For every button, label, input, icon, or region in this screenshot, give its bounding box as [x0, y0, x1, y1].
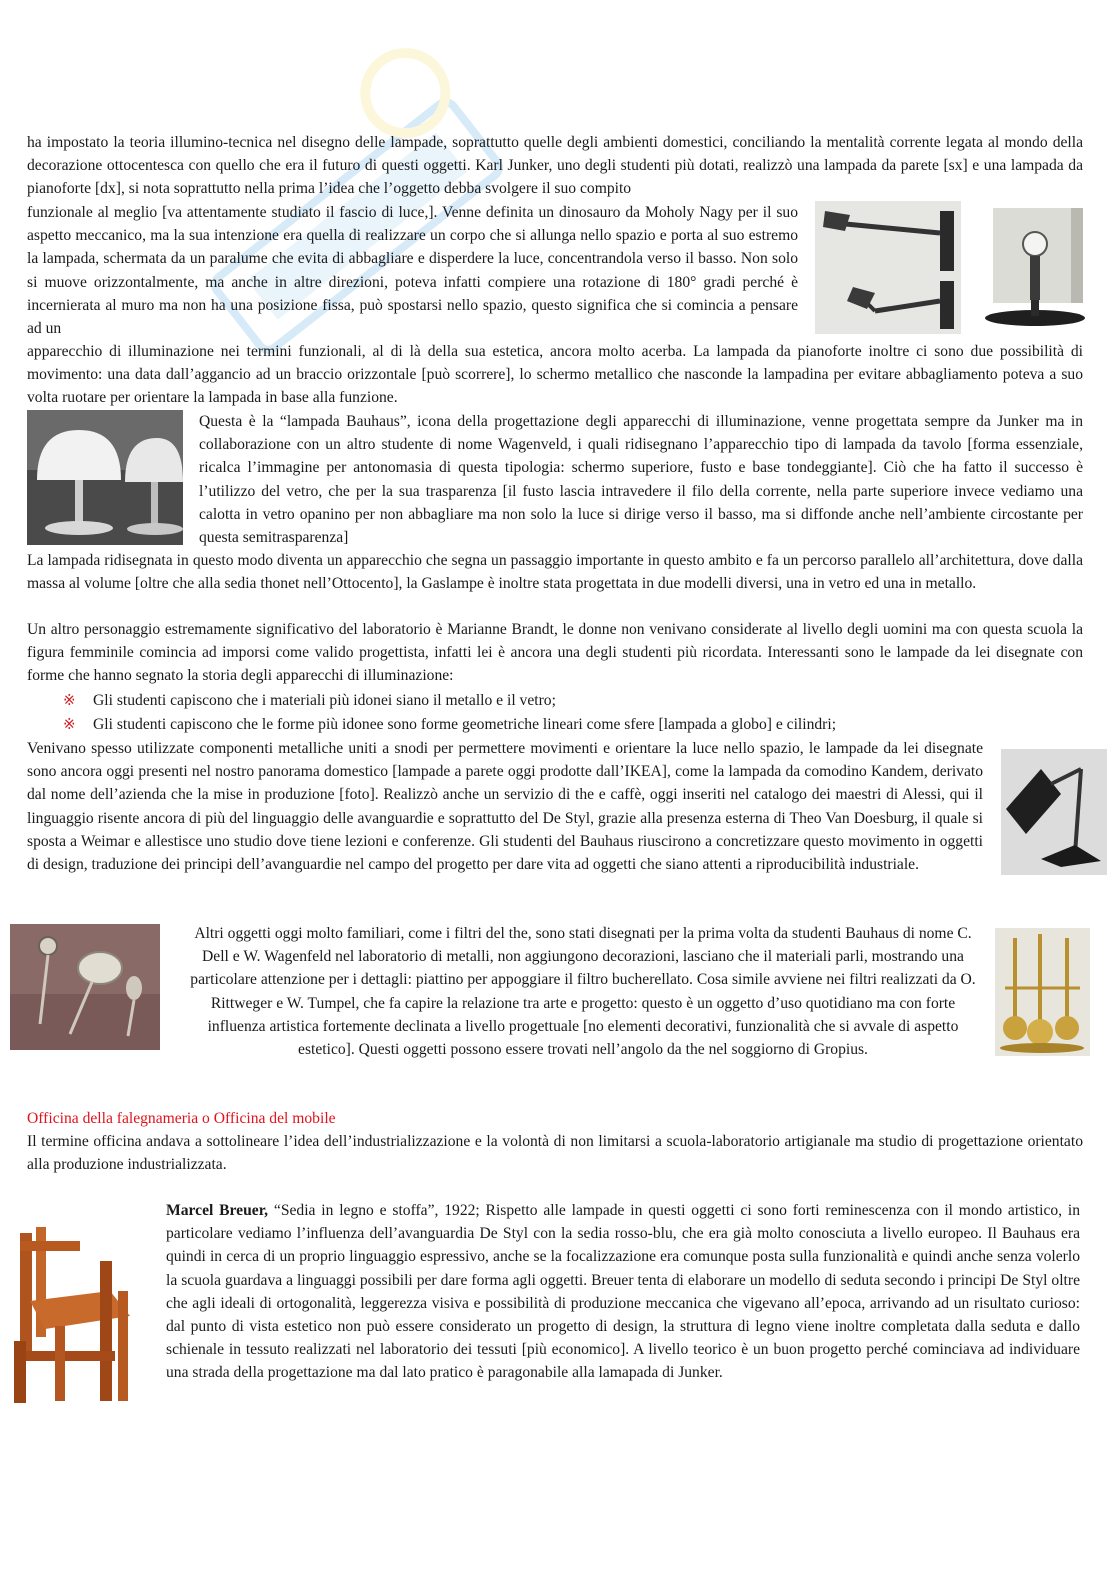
bauhaus-full-paragraph: La lampada ridisegnata in questo modo diventa un apparecchio che segna un passaggio importante in questo ambito e fa un percorso parallelo all’architettura, dove dalla massa al volume [oltre che alla sedia thonet nell’Ottocento], la Gaslampe è inoltre stata progettata in due modelli diversi, una in vetro ed una in metallo. — [27, 552, 1083, 593]
filters-paragraph: Altri oggetti oggi molto familiari, come i filtri del the, sono stati disegnati per la prima volta da studenti Bauhaus di nome C. Dell e W. Wagenfeld nel laboratorio di metalli, non aggiungono decorazioni, lasciano che il materiali parli, mostrando una particolare attenzione per i dettagli: piattino per appoggiare il filtro bucherellato. Cosa simile avviene nei filtri realizzati da O. Rittweger e W. Tumpel, che fa capire la relazione tra arte e progetto: questo è un oggetto d’uso quotidiano ma con forte influenza artistica fortemente declinata a livello progettuale [no elementi decorativi, funzionalità che si avvale di aspetto estetico]. Questi oggetti possono essere trovati nell’angolo da the nel soggiorno di Gropius. — [190, 925, 976, 1059]
brass-filter-set-image — [995, 928, 1090, 1056]
junker-piano-lamp-image — [975, 204, 1088, 328]
breuer-name: Marcel Breuer, — [166, 1202, 269, 1219]
junker-wall-lamp-image — [815, 201, 961, 334]
list-item: ※ Gli studenti capiscono che le forme più idonee sono forme geometriche lineari come sfere [lampada a globo] e cilindri; — [63, 713, 1023, 736]
tea-filters-image — [10, 924, 160, 1050]
bullet-mark-icon: ※ — [63, 691, 76, 709]
breuer-paragraph: Marcel Breuer, “Sedia in legno e stoffa”, 1922; Rispetto alle lampade in questi oggetti ci sono forti reminescenza con il mondo artistico, in particolare vediamo l’influenza dell’avanguardia De Styl con la sedia rosso-blu, che era già molto conosciuta a livello europeo. Il Bauhaus era quindi in cerca di un proprio linguaggio espressivo, anche se la focalizzazione era comunque posta sulla funzionalità e quindi anche senza volerlo la scuola guardava a linguaggi possibili per dare forma agli oggetti. Breuer tenta di elaborare un modello di seduta secondo i principi De Styl oltre che agli ideali di ortogonalità, leggerezza visiva e possibilità di produzione meccanica che vigevano all’epoca, arrivando ad un risultato curioso: dal punto di vista estetico non può essere considerato un progetto di design, la struttura di legno viene inoltre completata dalla seduta e dallo schienale in tessuto realizzati nel laboratorio dei tessuti [più economico]. A livello teorico è un buon progetto perché cominciava ad individuare una strada della progettazione ma dal lato pratico è paragonabile alla lamapada di Junker. — [166, 1202, 1080, 1382]
junker-side-paragraph: funzionale al meglio [va attentamente studiato il fascio di luce,]. Venne definita un dinosauro da Moholy Nagy per il suo aspetto meccanico, ma la sua intenzione era quella di realizzare un corpo che si allunga nello spazio e porta al suo estremo la lampada, schermata da un paralume che evita di abbagliare e disperdere la luce, concentrandola verso il basso. Non solo si muove orizzontalmente, ma anche in altre direzioni, poteva infatti compiere una rotazione di 180° gradi perché è incernierata al muro ma non ha una posizione fissa, può spostarsi nello spazio, questo significa che si comincia a pensare ad un — [27, 204, 798, 338]
bullet-mark-icon: ※ — [63, 715, 76, 733]
junker-full-paragraph: apparecchio di illuminazione nei termini funzionali, al di là della sua estetica, ancora molto acerba. La lampada da pianoforte inoltre ci sono due possibilità di movimento: una data dall’aggancio ad un braccio orizzontale [può scorrere], lo schermo metallico che nasconde la lampadina per evitare abbagliamento poteva a suo volta ruotare per orientare la lampada in base alla funzione. — [27, 343, 1083, 407]
kandem-paragraph: Venivano spesso utilizzate componenti metalliche uniti a snodi per permettere movimenti e orientare la luce nello spazio, le lampade da lei disegnate sono ancora oggi presenti nel nostro panorama domestico [lampade a parete oggi prodotte dall’IKEA], come la lampada da comodino Kandem, derivato dal nome dell’azienda che la mise in produzione [foto]. Realizzò anche un servizio di the e caffè, oggi inseriti nel catalogo dei maestri di Alessi, qui il linguaggio risente ancora di più del linguaggio delle avanguardie e soprattutto del De Styl, grazie alla presenza esterna di Theo Van Doesburg, il quale si sposta a Weimar e allestisce uno studio dove tiene lezioni e conferenze. Gli studenti del Bauhaus riuscirono a concretizzare questo movimento in oggetti di design, traduzione dei principi dell’avanguardie nel campo del progetto per dare vita ad oggetti che siano attenti a riproducibilità industriale. — [27, 740, 983, 874]
officina-paragraph: Il termine officina andava a sottolineare l’idea dell’industrializzazione e la volontà di non limitarsi a scuola-laboratorio artigianale ma studio di progettazione orientato alla produzione industrializzata. — [27, 1133, 1083, 1174]
list-item: ※ Gli studenti capiscono che i materiali più idonei siano il metallo e il vetro; — [63, 689, 1023, 712]
brandt-paragraph: Un altro personaggio estremamente significativo del laboratorio è Marianne Brandt, le donne non venivano considerate al livello degli uomini ma con questa scuola la figura femminile comincia ad imporsi come valido progettista, infatti lei è ancora una degli studenti più ricordata. Interessanti sono le lampade da lei disegnate con forme che hanno segnato la storia degli apparecchi di illuminazione: — [27, 621, 1083, 685]
bauhaus-side-paragraph: Questa è la “lampada Bauhaus”, icona della progettazione degli apparecchi di illuminazione, venne progettata sempre da Junker ma in collaborazione con un altro studente di nome Wagenveld, i quali ridisegnano l’apparecchio tipo di lampada da tavolo [forma essenziale, ricalca l’immagine per antonomasia di questa tipologia: schermo superiore, fusto e base tondeggiante]. Ciò che ha fatto il successo è l’utilizzo del vetro, che per la sua trasparenza [il fusto lascia intravedere il filo della corrente, nella parte superiore invece vediamo una calotta in vetro opanino per non abbagliare ma non solo la luce si dirige verso il basso, ma si diffonde anche nell’ambiente circostante per questa semitrasparenza] — [199, 413, 1083, 547]
breuer-chair-image — [0, 1221, 148, 1406]
section-heading: Officina della falegnameria o Officina del mobile — [27, 1110, 336, 1127]
intro-paragraph: ha impostato la teoria illumino-tecnica nel disegno delle lampade, soprattutto quelle degli ambienti domestici, conciliando la mentalità corrente legata al mondo della decorazione ottocentesca con quello che era il futuro di questi oggetti. Karl Junker, uno degli studenti più dotati, realizzò una lampada da parete [sx] e una lampada da pianoforte [dx], si nota soprattutto nella prima l’idea che l’oggetto debba svolgere il suo compito — [27, 134, 1083, 198]
kandem-lamp-image — [1001, 749, 1107, 875]
bauhaus-lamp-image — [27, 410, 183, 545]
